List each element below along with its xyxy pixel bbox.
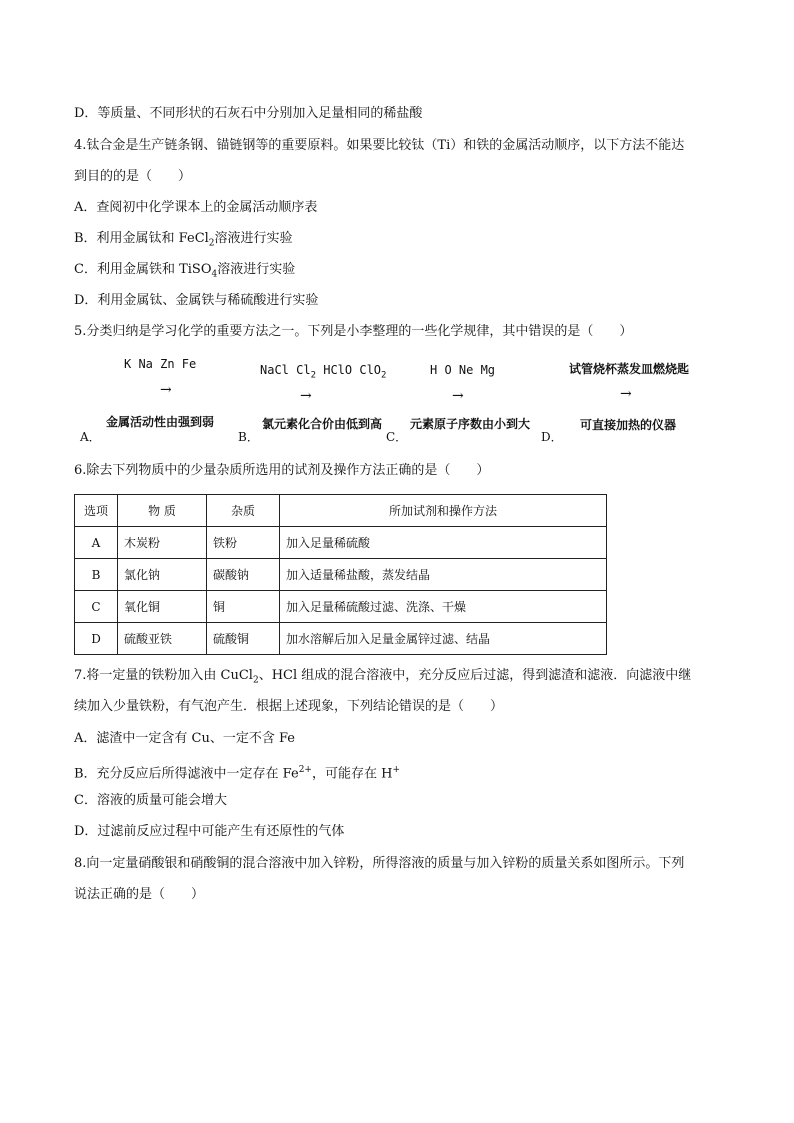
q5-d-arrow: → <box>620 386 632 402</box>
q7-stem-text-end: 、HCl 组成的混合溶液中，充分反应后过滤，得到滤渣和滤液．向滤液中继 <box>258 668 692 683</box>
cell-option: C <box>75 591 118 623</box>
q5-stem: 5.分类归纳是学习化学的重要方法之一。下列是小李整理的一些化学规律，其中错误的是（ ） <box>74 324 633 339</box>
q8-stem-line2: 说法正确的是（ ） <box>74 887 205 902</box>
q7-stem-subscript: 2 <box>252 675 259 686</box>
q5-d-sequence: 试管烧杯蒸发皿燃烧匙 <box>569 362 690 376</box>
q5-a-label: A． <box>80 430 101 444</box>
q5-b-seq-sub: 2 <box>310 370 316 381</box>
cell-method: 加入适量稀盐酸，蒸发结晶 <box>280 559 607 591</box>
table-row <box>75 527 607 559</box>
q4-option-c-text: C．利用金属铁和 TiSO <box>74 262 212 277</box>
q4-stem-line2: 到目的的是（ ） <box>74 169 192 184</box>
cell-substance: 氧化铜 <box>118 591 207 623</box>
cell-impurity: 铁粉 <box>207 527 280 559</box>
q5-b-label: B． <box>238 430 259 444</box>
cell-substance: 氯化钠 <box>118 559 207 591</box>
cell-impurity: 铜 <box>207 591 280 623</box>
q4-option-c-subscript: 4 <box>211 269 218 280</box>
q7-option-b-sup2: + <box>392 765 401 775</box>
cell-option: D <box>75 623 118 655</box>
q5-b-seq-text: NaCl Cl <box>260 363 311 377</box>
q7-stem-text: 7.将一定量的铁粉加入由 CuCl <box>74 668 253 683</box>
header-method: 所加试剂和操作方法 <box>280 495 607 527</box>
q4-option-b-text-end: 溶液进行实验 <box>214 231 293 246</box>
q5-b-arrow: → <box>300 388 312 404</box>
q7-option-b-sup: 2+ <box>298 765 312 775</box>
table-row <box>75 623 607 655</box>
q5-c-arrow: → <box>452 388 464 404</box>
header-substance: 物 质 <box>118 495 207 527</box>
q4-option-b-text: B．利用金属钛和 FeCl <box>74 231 209 246</box>
q5-c-caption: 元素原子序数由小到大 <box>410 417 531 431</box>
cell-option: A <box>75 527 118 559</box>
table-row <box>75 559 607 591</box>
q6-table <box>74 494 607 655</box>
q4-option-a: A．查阅初中化学课本上的金属活动顺序表 <box>74 200 318 215</box>
cell-impurity: 硫酸铜 <box>207 623 280 655</box>
q4-option-b <box>74 230 293 253</box>
q4-option-c-text-end: 溶液进行实验 <box>217 262 296 277</box>
q7-option-d: D．过滤前反应过程中可能产生有还原性的气体 <box>74 824 345 839</box>
q8-stem-line1: 8.向一定量硝酸银和硝酸铜的混合溶液中加入锌粉，所得溶液的质量与加入锌粉的质量关系如图所示。下列 <box>74 856 685 871</box>
q5-a-arrow: → <box>160 382 172 398</box>
header-impurity: 杂质 <box>207 495 280 527</box>
q6-stem: 6.除去下列物质中的少量杂质所选用的试剂及操作方法正确的是（ ） <box>74 463 490 478</box>
cell-substance: 硫酸亚铁 <box>118 623 207 655</box>
q5-b-seq-sub-2: 2 <box>381 370 387 381</box>
q5-c-label: C． <box>386 430 408 444</box>
table-header-row <box>75 495 607 527</box>
table-row <box>75 591 607 623</box>
q7-option-b-text: B．充分反应后所得滤液中一定存在 Fe <box>74 766 299 782</box>
q4-stem-line1: 4.钛合金是生产链条钢、锚链钢等的重要原料。如果要比较钛（Ti）和铁的金属活动顺序，以下方法不能达 <box>74 138 685 153</box>
q5-d-label: D． <box>541 430 563 444</box>
q5-b-sequence <box>260 363 386 380</box>
q5-a-caption: 金属活动性由强到弱 <box>106 415 215 429</box>
q5-c-sequence: H O Ne Mg <box>430 363 496 377</box>
q4-option-c <box>74 261 295 284</box>
cell-method: 加入足量稀硫酸 <box>280 527 607 559</box>
q5-b-seq-text-2: HClO ClO <box>316 363 382 377</box>
q5-a-sequence: K Na Zn Fe <box>124 357 197 371</box>
cell-impurity: 碳酸钠 <box>207 559 280 591</box>
cell-option: B <box>75 559 118 591</box>
q7-stem-line2: 续加入少量铁粉，有气泡产生．根据上述现象，下列结论错误的是（ ） <box>74 699 504 714</box>
q4-option-b-subscript: 2 <box>208 238 215 249</box>
q5-d-caption: 可直接加热的仪器 <box>580 418 677 432</box>
q7-option-b <box>74 761 400 783</box>
q5-b-caption: 氯元素化合价由低到高 <box>262 417 383 431</box>
cell-method: 加水溶解后加入足量金属锌过滤、结晶 <box>280 623 607 655</box>
cell-substance: 木炭粉 <box>118 527 207 559</box>
q7-stem-line1 <box>74 667 691 690</box>
cell-method: 加入足量稀硫酸过滤、洗涤、干燥 <box>280 591 607 623</box>
q7-option-a: A．滤渣中一定含有 Cu、一定不含 Fe <box>74 731 295 746</box>
q3-option-d: D．等质量、不同形状的石灰石中分别加入足量相同的稀盐酸 <box>74 106 423 121</box>
q4-option-d: D．利用金属钛、金属铁与稀硫酸进行实验 <box>74 293 319 308</box>
header-option: 选项 <box>75 495 118 527</box>
q7-option-b-mid: ，可能存在 H <box>311 766 393 782</box>
q7-option-c: C．溶液的质量可能会增大 <box>74 793 227 808</box>
